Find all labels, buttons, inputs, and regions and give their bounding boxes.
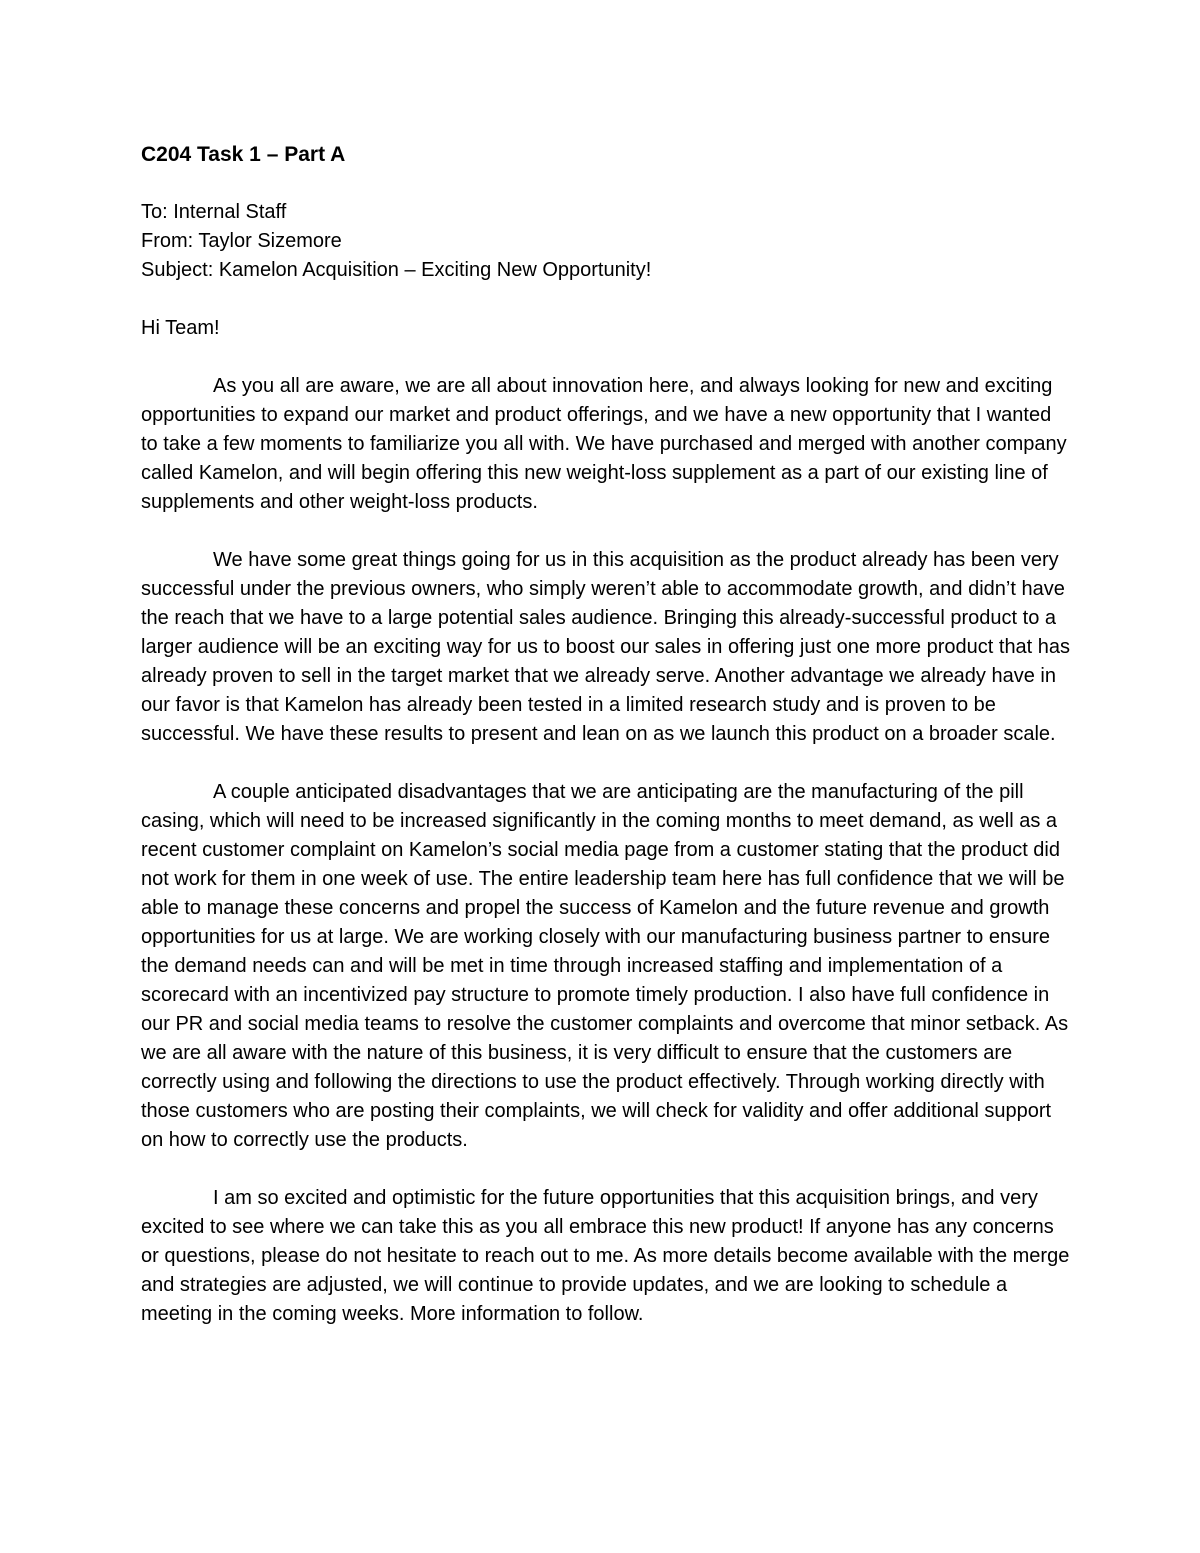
memo-to: To: Internal Staff <box>141 201 287 223</box>
greeting: Hi Team! <box>141 317 220 339</box>
document-page <box>141 140 1071 1329</box>
memo-from: From: Taylor Sizemore <box>141 230 342 252</box>
memo-body <box>141 372 1071 1329</box>
memo-subject: Subject: Kamelon Acquisition – Exciting New Opportunity! <box>141 259 652 281</box>
body-paragraph-2: We have some great things going for us in this acquisition as the product already has been very successful under the previous owners, who simply weren’t able to accommodate growth, and didn’t have the reach that we have to a large potential sales audience. Bringing this already-successful product to a larger audience will be an exciting way for us to boost our sales in offering just one more product that has already proven to sell in the target market that we already serve. Another advantage we already have in our favor is that Kamelon has already been tested in a limited research study and is proven to be successful. We have these results to present and lean on as we launch this product on a broader scale. <box>141 549 1071 745</box>
body-paragraph-1: As you all are aware, we are all about innovation here, and always looking for new and exciting opportunities to expand our market and product offerings, and we have a new opportunity that I wanted to take a few moments to familiarize you all with. We have purchased and merged with another company called Kamelon, and will begin offering this new weight-loss supplement as a part of our existing line of supplements and other weight-loss products. <box>141 375 1067 513</box>
body-paragraph-3: A couple anticipated disadvantages that we are anticipating are the manufacturing of the pill casing, which will need to be increased significantly in the coming months to meet demand, as well as a recent customer complaint on Kamelon’s social media page from a customer stating that the product did not work for them in one week of use. The entire leadership team here has full confidence that we will be able to manage these concerns and propel the success of Kamelon and the future revenue and growth opportunities for us at large. We are working closely with our manufacturing business partner to ensure the demand needs can and will be met in time through increased staffing and implementation of a scorecard with an incentivized pay structure to promote timely production. I also have full confidence in our PR and social media teams to resolve the customer complaints and overcome that minor setback. As we are all aware with the nature of this business, it is very difficult to ensure that the customers are correctly using and following the directions to use the product effectively. Through working directly with those customers who are posting their complaints, we will check for validity and offer additional support on how to correctly use the products. <box>141 781 1069 1151</box>
body-paragraph-4: I am so excited and optimistic for the future opportunities that this acquisition brings, and very excited to see where we can take this as you all embrace this new product! If anyone has any concerns or questions, please do not hesitate to reach out to me. As more details become available with the merge and strategies are adjusted, we will continue to provide updates, and we are looking to schedule a meeting in the coming weeks. More information to follow. <box>141 1187 1070 1325</box>
memo-header <box>141 198 1071 285</box>
document-title: C204 Task 1 – Part A <box>141 143 346 166</box>
